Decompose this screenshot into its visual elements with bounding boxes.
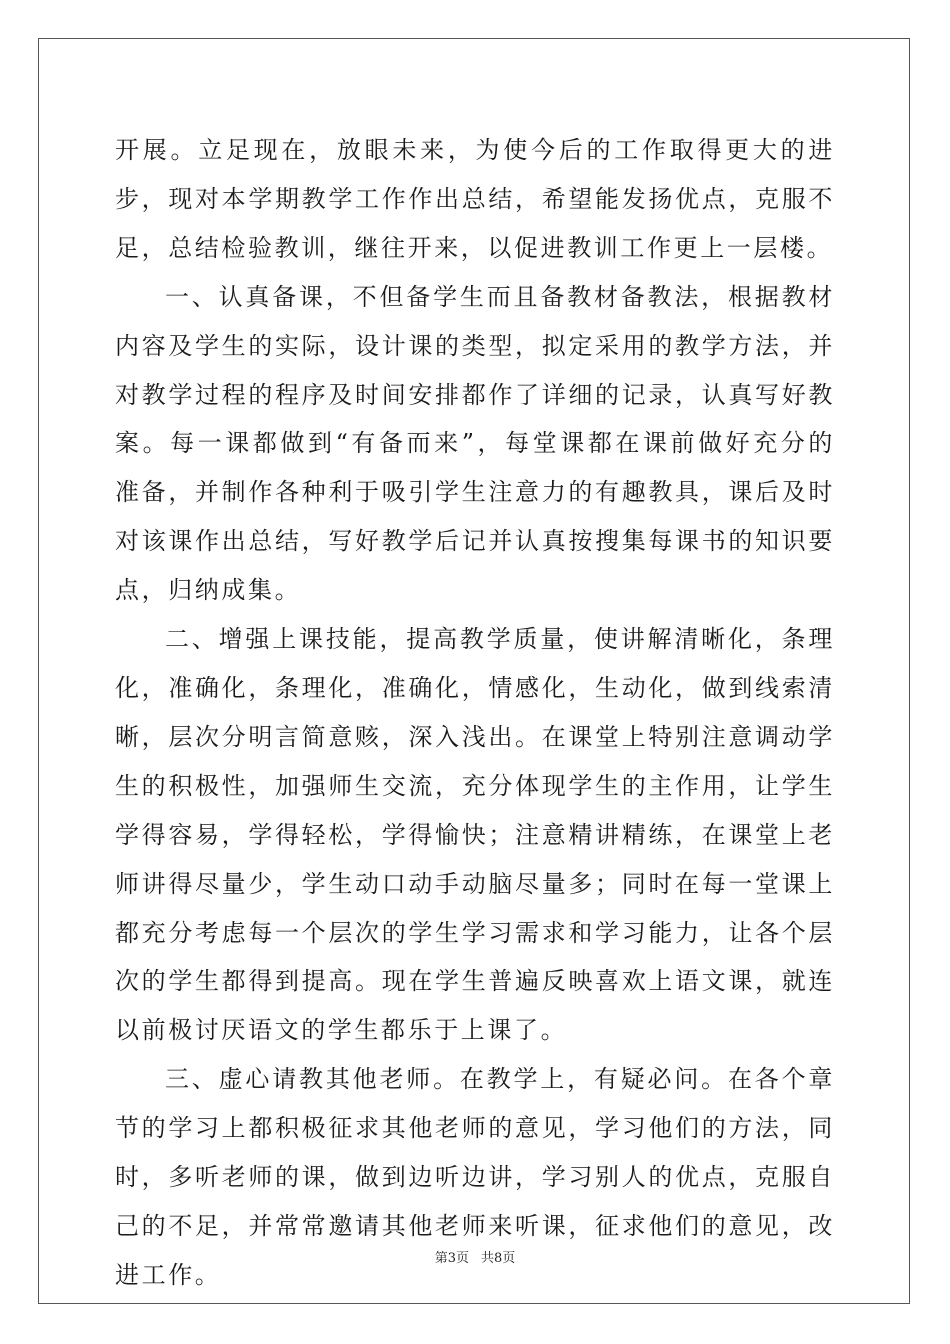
page-footer [0,1247,950,1266]
document-body [115,126,835,1300]
paragraph-section-3: 三、虚心请教其他老师。在教学上，有疑必问。在各个章节的学习上都积极征求其他老师的意见，学习他们的方法，同时，多听老师的课，做到边听边讲，学习别人的优点，克服自己的不足，并常常邀请其他老师来听课，征求他们的意见，改进工作。 [115,1065,835,1289]
paragraph-section-1: 一、认真备课，不但备学生而且备教材备教法，根据教材内容及学生的实际，设计课的类型，拟定采用的教学方法，并对教学过程的程序及时间安排都作了详细的记录，认真写好教案。每一课都做到“有备而来”，每堂课都在课前做好充分的准备，并制作各种利于吸引学生注意力的有趣教具，课后及时对该课作出总结，写好教学后记并认真按搜集每课书的知识要点，归纳成集。 [115,282,835,605]
paragraph-intro: 开展。立足现在，放眼未来，为使今后的工作取得更大的进步，现对本学期教学工作作出总结，希望能发扬优点，克服不足，总结检验教训，继往开来，以促进教训工作更上一层楼。 [115,136,835,262]
paragraph-section-2: 二、增强上课技能，提高教学质量，使讲解清晰化，条理化，准确化，条理化，准确化，情感化，生动化，做到线索清晰，层次分明言简意赅，深入浅出。在课堂上特别注意调动学生的积极性，加强师生交流，充分体现学生的主作用，让学生学得容易，学得轻松，学得愉快；注意精讲精练，在课堂上老师讲得尽量少，学生动口动手动脑尽量多；同时在每一堂课上都充分考虑每一个层次的学生学习需求和学习能力，让各个层次的学生都得到提高。现在学生普遍反映喜欢上语文课，就连以前极讨厌语文的学生都乐于上课了。 [115,625,835,1045]
page-total: 共8页 [481,1251,516,1266]
page-number: 第3页 [434,1251,469,1266]
